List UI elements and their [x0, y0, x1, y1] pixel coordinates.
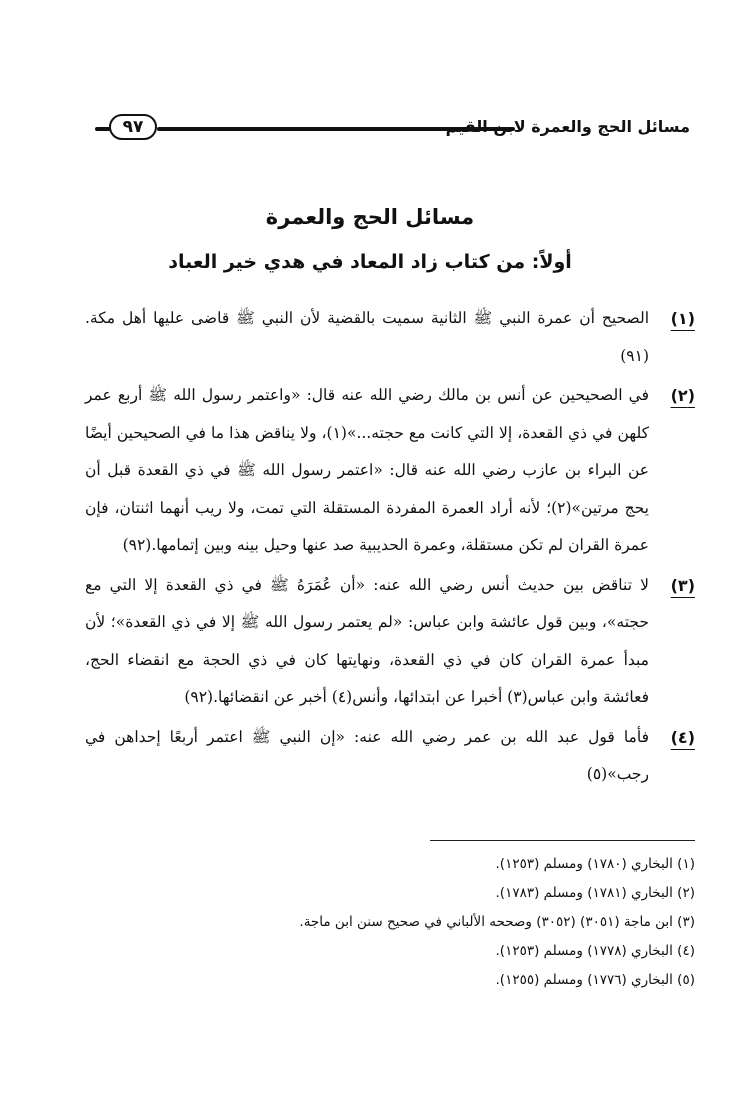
section-title: أولاً: من كتاب زاد المعاد في هدي خير العباد [168, 251, 572, 273]
footnote-5: (٥) البخاري (١٧٧٦) ومسلم (١٢٥٥). [495, 972, 695, 988]
paragraph-text: في الصحيحين عن أنس بن مالك رضي الله عنه قال: «واعتمر رسول الله ﷺ أربع عمر كلهن في ذي القعدة، إلا التي كانت مع حجته...»(١)، ولا يناقض هذا ما في الصحيحين أيضًا عن البراء بن عازب رضي الله عنه قال: «اعتمر رسول الله ﷺ في ذي القعدة قبل أن يحج مرتين»(٢)؛ لأنه أراد العمرة المفردة المستقلة التي تمت، ولا ريب أنهما اثنتان، فإن عمرة القران لم تكن مستقلة، وعمرة الحديبية صد عنها وحيل بينه وبين إتمامها.(٩٢) [85, 386, 649, 554]
paragraph-text: فأما قول عبد الله بن عمر رضي الله عنه: «إن النبي ﷺ اعتمر أربعًا إحداهن في رجب»(٥) [85, 727, 649, 783]
footnote-1: (١) البخاري (١٧٨٠) ومسلم (١٢٥٣). [495, 856, 695, 872]
footnote-4: (٤) البخاري (١٧٧٨) ومسلم (١٢٥٣). [495, 943, 695, 959]
paragraph-4 [85, 719, 695, 794]
paragraph-text: الصحيح أن عمرة النبي ﷺ الثانية سميت بالقضية لأن النبي ﷺ قاضى عليها أهل مكة.(٩١) [85, 309, 649, 365]
paragraph-2 [85, 377, 695, 565]
paragraph-1 [85, 300, 695, 375]
paragraph-text: لا تناقض بين حديث أنس رضي الله عنه: «أن عُمَرَهُ ﷺ في ذي القعدة إلا التي مع حجته»، وبين قول عائشة وابن عباس: «لم يعتمر رسول الله ﷺ إلا في ذي القعدة»؛ لأن مبدأ عمرة القران كان في ذي القعدة، ونهايتها كان في ذي الحجة مع انقضاء الحج، فعائشة وابن عباس(٣) أخبرا عن ابتدائها، وأنس(٤) أخبر عن انقضائها.(٩٢) [85, 575, 649, 706]
paragraph-number: (١) [670, 309, 695, 328]
footnote-3: (٣) ابن ماجة (٣٠٥١) (٣٠٥٢) وصححه الألباني في صحيح سنن ابن ماجة. [299, 914, 695, 930]
paragraph-number: (٢) [670, 386, 695, 405]
running-header [95, 112, 690, 142]
page-title: مسائل الحج والعمرة [265, 205, 475, 229]
running-title: مسائل الحج والعمرة لابن القيم [445, 117, 690, 136]
paragraph-3 [85, 567, 695, 717]
paragraph-number: (٤) [670, 727, 695, 747]
footnote-2: (٢) البخاري (١٧٨١) ومسلم (١٧٨٣). [495, 885, 695, 901]
page-number: ٩٧ [109, 114, 157, 140]
body-text [85, 300, 695, 796]
footnote-separator [430, 840, 695, 841]
footnotes [150, 850, 695, 995]
paragraph-number: (٣) [670, 575, 695, 595]
